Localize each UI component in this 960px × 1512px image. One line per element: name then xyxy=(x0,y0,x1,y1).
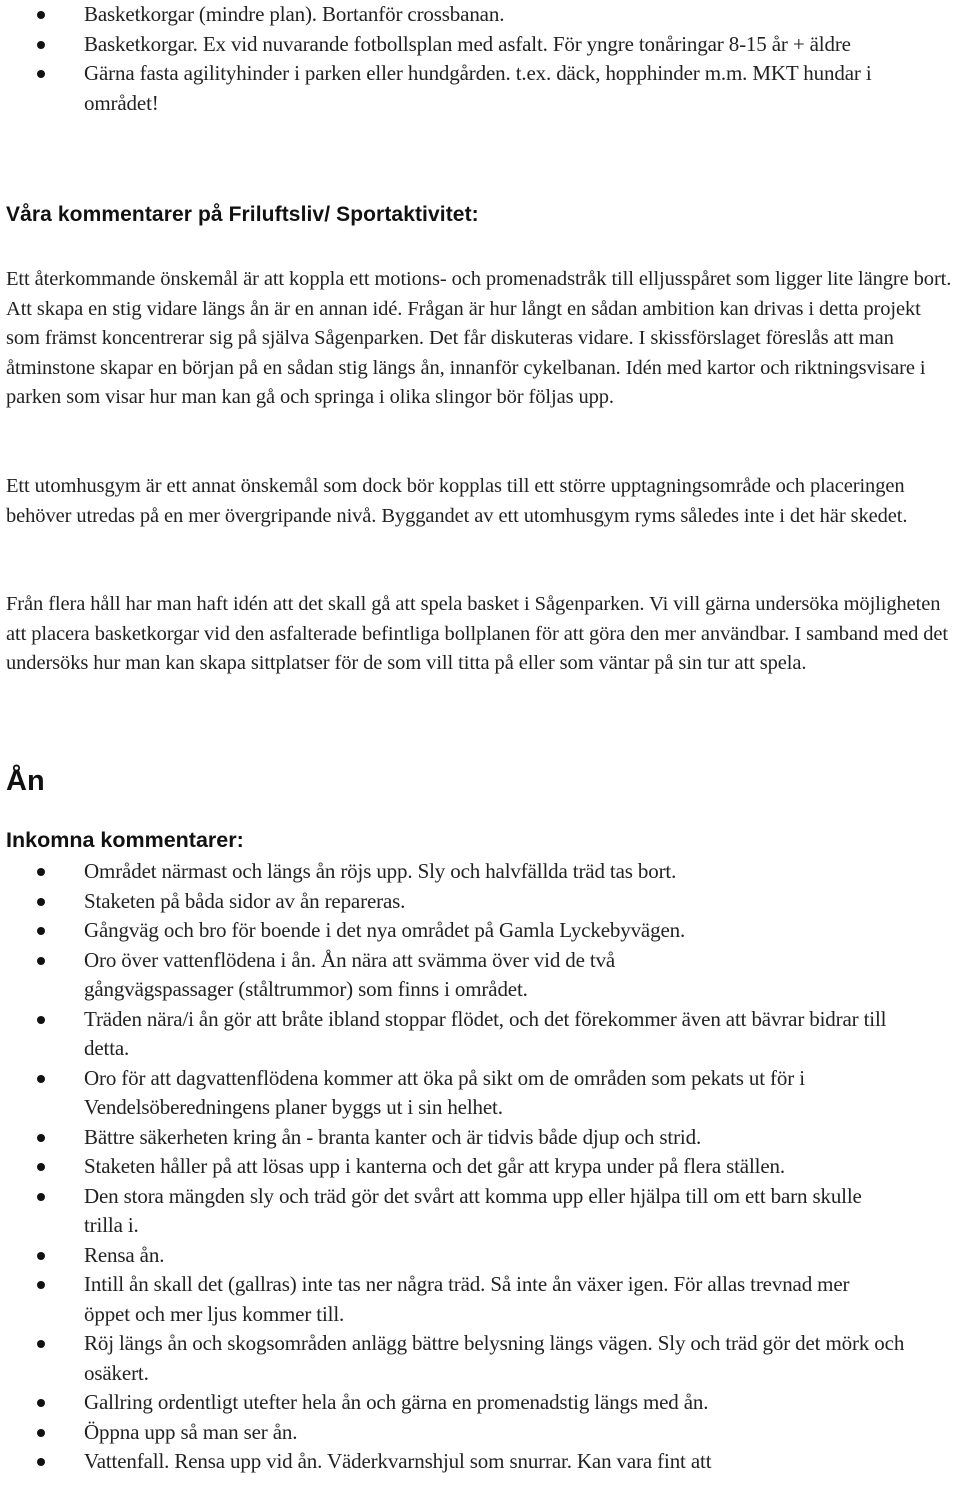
list-item: Gärna fasta agilityhinder i parken eller hundgården. t.ex. däck, hopphinder m.m. MKT hundar i området! xyxy=(0,59,960,118)
bullet-icon xyxy=(37,41,45,49)
list-item: Basketkorgar (mindre plan). Bortanför crossbanan. xyxy=(0,0,960,30)
list-item: Oro över vattenflödena i ån. Ån nära att svämma över vid de två gångvägspassager (ståltrummor) som finns i området. xyxy=(0,946,960,1005)
list-item: Området närmast och längs ån röjs upp. Sly och halvfällda träd tas bort. xyxy=(0,857,960,887)
list-item: Oro för att dagvattenflödena kommer att öka på sikt om de områden som pekats ut för i Vendelsöberedningens planer byggs ut i sin helhet. xyxy=(0,1064,960,1123)
list-item: Gångväg och bro för boende i det nya området på Gamla Lyckebyvägen. xyxy=(0,916,960,946)
bullet-icon xyxy=(37,1340,45,1348)
bullet-icon xyxy=(37,927,45,935)
stream-comments-list xyxy=(0,857,960,1477)
bullet-icon xyxy=(37,957,45,965)
bullet-icon xyxy=(37,898,45,906)
section-title: Ån xyxy=(6,765,45,797)
sport-suggestions-list xyxy=(0,0,960,118)
bullet-icon xyxy=(37,1134,45,1142)
list-item: Vattenfall. Rensa upp vid ån. Väderkvarnshjul som snurrar. Kan vara fint att xyxy=(0,1447,960,1477)
paragraph-basketball: Från flera håll har man haft idén att det skall gå att spela basket i Sågenparken. Vi vill gärna undersöka möjligheten att placera basketkorgar vid den asfalterade befintliga bollplanen för att göra den mer användbar. I samband med det undersöks hur man kan skapa sittplatser för de som vill titta på eller som väntar på sin tur att spela. xyxy=(6,593,949,674)
sport-comments-heading: Våra kommentarer på Friluftsliv/ Sportaktivitet: xyxy=(6,203,479,226)
list-item: Bättre säkerheten kring ån - branta kanter och är tidvis både djup och strid. xyxy=(0,1123,960,1153)
list-item: Öppna upp så man ser ån. xyxy=(0,1418,960,1448)
bullet-icon xyxy=(37,1281,45,1289)
bullet-icon xyxy=(37,1458,45,1466)
list-item: Staketen håller på att lösas upp i kanterna och det går att krypa under på flera ställen. xyxy=(0,1152,960,1182)
incoming-comments-heading: Inkomna kommentarer: xyxy=(6,828,244,852)
bullet-icon xyxy=(37,1075,45,1083)
list-item: Staketen på båda sidor av ån repareras. xyxy=(0,887,960,917)
list-item: Basketkorgar. Ex vid nuvarande fotbollsplan med asfalt. För yngre tonåringar 8-15 år + äldre xyxy=(0,30,960,60)
bullet-icon xyxy=(37,1399,45,1407)
bullet-icon xyxy=(37,11,45,19)
bullet-icon xyxy=(37,1163,45,1171)
list-item: Träden nära/i ån gör att bråte ibland stoppar flödet, och det förekommer även att bävrar bidrar till detta. xyxy=(0,1005,960,1064)
paragraph-trail: Ett återkommande önskemål är att koppla ett motions- och promenadstråk till elljusspåret som ligger lite längre bort. Att skapa en stig vidare längs ån är en annan idé. Frågan är hur långt en sådan ambition kan drivas i detta projekt som främst koncentrerar sig på själva Sågenparken. Det får diskuteras vidare. I skissförslaget föreslås att man åtminstone skapar en början på en sådan stig längs ån, innanför cykelbanan. Idén med kartor och riktningsvisare i parken som visar hur man kan gå och springa i olika slingor bör följas upp. xyxy=(6,268,952,408)
bullet-icon xyxy=(37,1193,45,1201)
bullet-icon xyxy=(37,868,45,876)
bullet-icon xyxy=(37,1016,45,1024)
bullet-icon xyxy=(37,1252,45,1260)
list-item: Rensa ån. xyxy=(0,1241,960,1271)
bullet-icon xyxy=(37,70,45,78)
list-item: Gallring ordentligt utefter hela ån och gärna en promenadstig längs med ån. xyxy=(0,1388,960,1418)
list-item: Den stora mängden sly och träd gör det svårt att komma upp eller hjälpa till om ett barn skulle trilla i. xyxy=(0,1182,960,1241)
paragraph-outdoor-gym: Ett utomhusgym är ett annat önskemål som dock bör kopplas till ett större upptagningsområde och placeringen behöver utredas på en mer övergripande nivå. Byggandet av ett utomhusgym ryms således inte i det här skedet. xyxy=(6,475,908,527)
bullet-icon xyxy=(37,1429,45,1437)
list-item: Röj längs ån och skogsområden anlägg bättre belysning längs vägen. Sly och träd gör det mörk och osäkert. xyxy=(0,1329,960,1388)
list-item: Intill ån skall det (gallras) inte tas ner några träd. Så inte ån växer igen. För allas trevnad mer öppet och mer ljus kommer till. xyxy=(0,1270,960,1329)
